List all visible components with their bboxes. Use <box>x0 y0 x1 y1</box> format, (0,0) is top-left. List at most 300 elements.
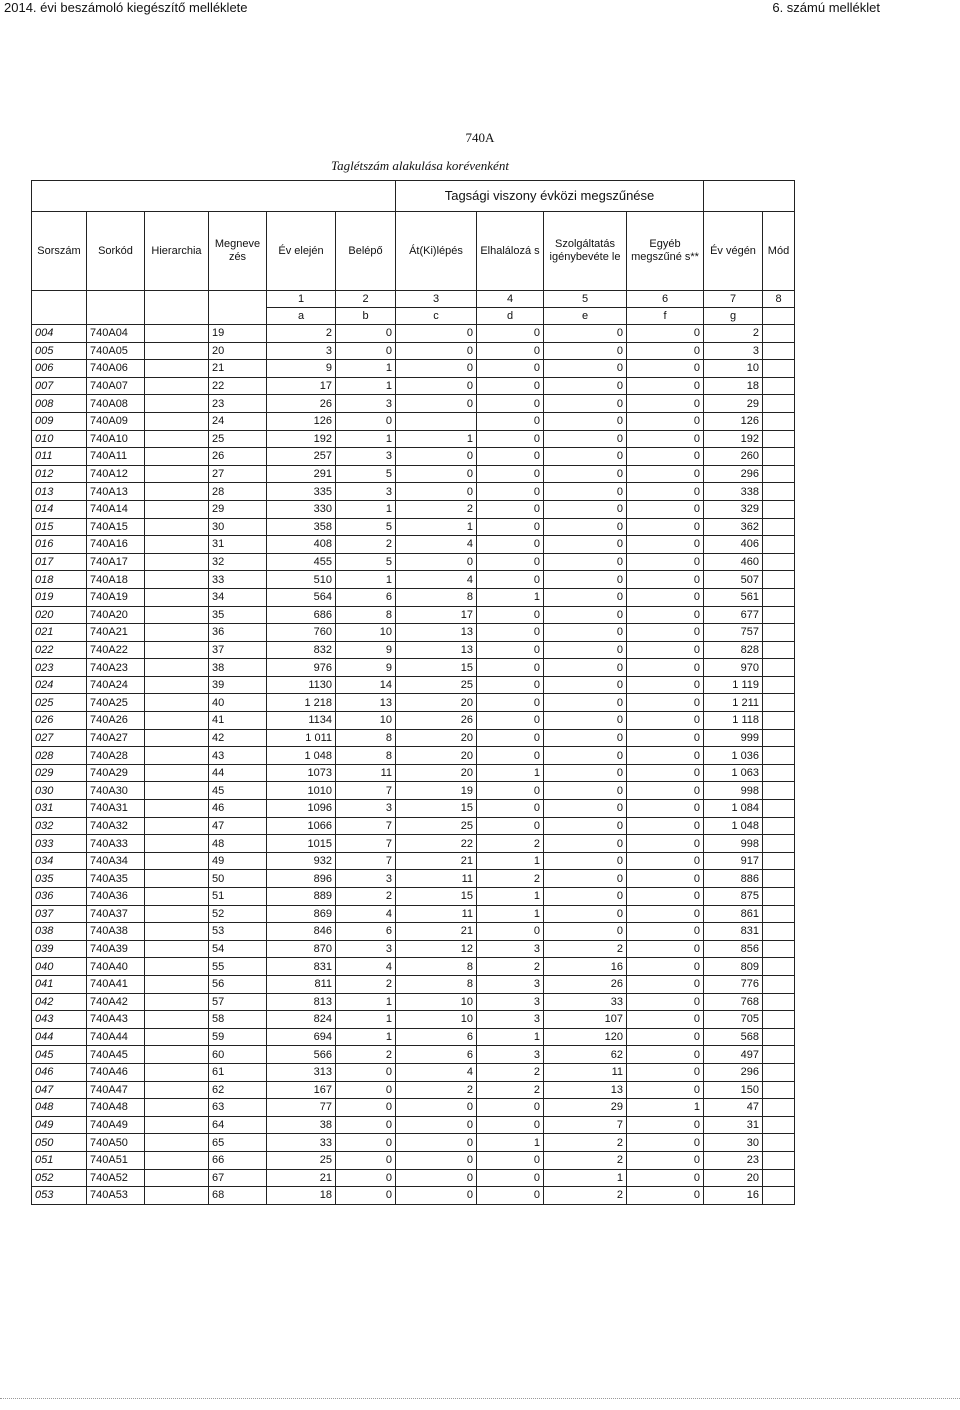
cell-atlepes: 15 <box>396 800 477 818</box>
cell-atlepes: 0 <box>396 465 477 483</box>
cell-elhalalozas: 0 <box>477 448 544 466</box>
table-row <box>32 694 795 712</box>
cell-mod <box>763 536 795 554</box>
cell-mod <box>763 1187 795 1205</box>
cell-ev-vegen: 1 211 <box>704 694 763 712</box>
cell-szolgaltatas: 16 <box>544 958 627 976</box>
table-row <box>32 800 795 818</box>
cell-hierarchia <box>145 553 209 571</box>
cell-belepo: 5 <box>336 465 396 483</box>
cell-szolgaltatas: 0 <box>544 641 627 659</box>
cell-szolgaltatas: 1 <box>544 1169 627 1187</box>
cell-megnevezes: 35 <box>209 606 267 624</box>
cell-szolgaltatas: 0 <box>544 342 627 360</box>
cell-atlepes: 0 <box>396 553 477 571</box>
cell-megnevezes: 19 <box>209 325 267 343</box>
cell-hierarchia <box>145 518 209 536</box>
cell-mod <box>763 360 795 378</box>
cell-ev-vegen: 1 036 <box>704 747 763 765</box>
table-row <box>32 958 795 976</box>
cell-ev-elejen: 33 <box>267 1134 336 1152</box>
cell-atlepes: 11 <box>396 870 477 888</box>
cell-hierarchia <box>145 1151 209 1169</box>
cell-belepo: 8 <box>336 606 396 624</box>
cell-belepo: 7 <box>336 782 396 800</box>
cell-atlepes: 17 <box>396 606 477 624</box>
cell-ev-vegen: 856 <box>704 940 763 958</box>
cell-sorszam: 025 <box>32 694 87 712</box>
blank-cell <box>209 308 267 325</box>
table-row <box>32 852 795 870</box>
cell-megnevezes: 43 <box>209 747 267 765</box>
cell-atlepes: 21 <box>396 923 477 941</box>
cell-ev-elejen: 1 218 <box>267 694 336 712</box>
cell-ev-elejen: 869 <box>267 905 336 923</box>
cell-hierarchia <box>145 888 209 906</box>
cell-mod <box>763 1116 795 1134</box>
cell-egyeb: 0 <box>627 747 704 765</box>
cell-mod <box>763 395 795 413</box>
cell-elhalalozas: 3 <box>477 1011 544 1029</box>
cell-hierarchia <box>145 395 209 413</box>
cell-szolgaltatas: 0 <box>544 395 627 413</box>
cell-mod <box>763 1046 795 1064</box>
cell-belepo: 10 <box>336 624 396 642</box>
cell-megnevezes: 20 <box>209 342 267 360</box>
cell-elhalalozas: 0 <box>477 1151 544 1169</box>
cell-atlepes: 8 <box>396 975 477 993</box>
cell-ev-elejen: 760 <box>267 624 336 642</box>
cell-elhalalozas: 0 <box>477 1187 544 1205</box>
cell-sorszam: 044 <box>32 1028 87 1046</box>
table-row <box>32 624 795 642</box>
table-body <box>32 325 795 1205</box>
cell-belepo: 8 <box>336 747 396 765</box>
cell-ev-elejen: 831 <box>267 958 336 976</box>
cell-sorszam: 024 <box>32 676 87 694</box>
cell-egyeb: 0 <box>627 342 704 360</box>
cell-hierarchia <box>145 1099 209 1117</box>
cell-ev-vegen: 768 <box>704 993 763 1011</box>
cell-hierarchia <box>145 835 209 853</box>
cell-hierarchia <box>145 870 209 888</box>
cell-ev-elejen: 455 <box>267 553 336 571</box>
cell-szolgaltatas: 13 <box>544 1081 627 1099</box>
table-row <box>32 1169 795 1187</box>
table-row <box>32 888 795 906</box>
cell-mod <box>763 782 795 800</box>
cell-ev-elejen: 566 <box>267 1046 336 1064</box>
cell-sorkod: 740A13 <box>87 483 145 501</box>
cell-atlepes: 22 <box>396 835 477 853</box>
cell-ev-vegen: 23 <box>704 1151 763 1169</box>
cell-sorkod: 740A29 <box>87 764 145 782</box>
cell-hierarchia <box>145 1169 209 1187</box>
cell-szolgaltatas: 26 <box>544 975 627 993</box>
cell-ev-vegen: 677 <box>704 606 763 624</box>
table-row <box>32 606 795 624</box>
cell-sorkod: 740A07 <box>87 377 145 395</box>
cell-szolgaltatas: 0 <box>544 905 627 923</box>
cell-megnevezes: 36 <box>209 624 267 642</box>
cell-ev-vegen: 507 <box>704 571 763 589</box>
cell-elhalalozas: 0 <box>477 712 544 730</box>
cell-hierarchia <box>145 764 209 782</box>
cell-belepo: 5 <box>336 518 396 536</box>
cell-ev-elejen: 870 <box>267 940 336 958</box>
column-header: Elhalálozá s <box>477 212 544 291</box>
cell-ev-vegen: 776 <box>704 975 763 993</box>
cell-ev-elejen: 2 <box>267 325 336 343</box>
cell-sorszam: 023 <box>32 659 87 677</box>
cell-belepo: 1 <box>336 993 396 1011</box>
cell-elhalalozas: 0 <box>477 747 544 765</box>
cell-ev-elejen: 932 <box>267 852 336 870</box>
cell-belepo: 1 <box>336 500 396 518</box>
cell-hierarchia <box>145 325 209 343</box>
cell-sorszam: 035 <box>32 870 87 888</box>
cell-atlepes: 25 <box>396 817 477 835</box>
cell-ev-elejen: 167 <box>267 1081 336 1099</box>
cell-egyeb: 0 <box>627 1011 704 1029</box>
column-header: Át(Ki)lépés <box>396 212 477 291</box>
cell-egyeb: 0 <box>627 536 704 554</box>
cell-ev-elejen: 26 <box>267 395 336 413</box>
cell-ev-vegen: 831 <box>704 923 763 941</box>
cell-egyeb: 0 <box>627 835 704 853</box>
cell-ev-elejen: 38 <box>267 1116 336 1134</box>
cell-egyeb: 0 <box>627 1169 704 1187</box>
cell-szolgaltatas: 0 <box>544 870 627 888</box>
cell-ev-elejen: 811 <box>267 975 336 993</box>
cell-egyeb: 0 <box>627 571 704 589</box>
cell-hierarchia <box>145 641 209 659</box>
cell-egyeb: 0 <box>627 430 704 448</box>
cell-elhalalozas: 0 <box>477 377 544 395</box>
cell-ev-vegen: 998 <box>704 835 763 853</box>
cell-ev-vegen: 828 <box>704 641 763 659</box>
cell-szolgaltatas: 0 <box>544 430 627 448</box>
cell-sorkod: 740A36 <box>87 888 145 906</box>
cell-elhalalozas: 1 <box>477 888 544 906</box>
cell-elhalalozas: 0 <box>477 606 544 624</box>
table-row <box>32 712 795 730</box>
cell-sorszam: 016 <box>32 536 87 554</box>
cell-megnevezes: 64 <box>209 1116 267 1134</box>
column-number: 7 <box>704 291 763 308</box>
cell-ev-vegen: 20 <box>704 1169 763 1187</box>
cell-mod <box>763 412 795 430</box>
cell-sorszam: 019 <box>32 588 87 606</box>
cell-sorszam: 032 <box>32 817 87 835</box>
cell-ev-vegen: 30 <box>704 1134 763 1152</box>
cell-mod <box>763 377 795 395</box>
cell-elhalalozas: 2 <box>477 870 544 888</box>
table-row <box>32 588 795 606</box>
footer-dotted-line <box>0 1398 960 1403</box>
cell-belepo: 1 <box>336 360 396 378</box>
cell-atlepes: 0 <box>396 395 477 413</box>
cell-sorkod: 740A31 <box>87 800 145 818</box>
cell-egyeb: 0 <box>627 325 704 343</box>
cell-sorkod: 740A21 <box>87 624 145 642</box>
cell-elhalalozas: 0 <box>477 641 544 659</box>
cell-hierarchia <box>145 659 209 677</box>
cell-szolgaltatas: 33 <box>544 993 627 1011</box>
cell-ev-vegen: 260 <box>704 448 763 466</box>
cell-sorkod: 740A40 <box>87 958 145 976</box>
cell-belepo: 2 <box>336 536 396 554</box>
cell-egyeb: 0 <box>627 694 704 712</box>
cell-sorkod: 740A30 <box>87 782 145 800</box>
blank-cell <box>209 291 267 308</box>
cell-sorszam: 012 <box>32 465 87 483</box>
cell-hierarchia <box>145 377 209 395</box>
cell-hierarchia <box>145 588 209 606</box>
cell-elhalalozas: 0 <box>477 624 544 642</box>
cell-sorkod: 740A50 <box>87 1134 145 1152</box>
cell-sorszam: 008 <box>32 395 87 413</box>
cell-mod <box>763 624 795 642</box>
cell-mod <box>763 606 795 624</box>
cell-elhalalozas: 0 <box>477 571 544 589</box>
cell-egyeb: 0 <box>627 993 704 1011</box>
cell-ev-vegen: 875 <box>704 888 763 906</box>
cell-belepo: 2 <box>336 1046 396 1064</box>
cell-belepo: 3 <box>336 940 396 958</box>
cell-sorkod: 740A08 <box>87 395 145 413</box>
cell-elhalalozas: 1 <box>477 1028 544 1046</box>
cell-belepo: 0 <box>336 1081 396 1099</box>
cell-szolgaltatas: 0 <box>544 800 627 818</box>
cell-szolgaltatas: 0 <box>544 588 627 606</box>
cell-hierarchia <box>145 817 209 835</box>
cell-belepo: 1 <box>336 571 396 589</box>
column-letter: g <box>704 308 763 325</box>
cell-megnevezes: 27 <box>209 465 267 483</box>
cell-ev-vegen: 1 048 <box>704 817 763 835</box>
cell-elhalalozas: 3 <box>477 1046 544 1064</box>
cell-belepo: 6 <box>336 923 396 941</box>
cell-ev-elejen: 257 <box>267 448 336 466</box>
cell-elhalalozas: 3 <box>477 975 544 993</box>
cell-belepo: 4 <box>336 905 396 923</box>
cell-szolgaltatas: 62 <box>544 1046 627 1064</box>
cell-sorkod: 740A11 <box>87 448 145 466</box>
cell-megnevezes: 21 <box>209 360 267 378</box>
cell-szolgaltatas: 0 <box>544 571 627 589</box>
cell-mod <box>763 1134 795 1152</box>
cell-sorkod: 740A17 <box>87 553 145 571</box>
cell-megnevezes: 34 <box>209 588 267 606</box>
cell-ev-elejen: 1134 <box>267 712 336 730</box>
cell-hierarchia <box>145 1081 209 1099</box>
cell-belepo: 6 <box>336 588 396 606</box>
cell-egyeb: 0 <box>627 729 704 747</box>
cell-hierarchia <box>145 1116 209 1134</box>
cell-ev-vegen: 126 <box>704 412 763 430</box>
cell-hierarchia <box>145 1028 209 1046</box>
blank-cell <box>32 308 87 325</box>
cell-elhalalozas: 3 <box>477 993 544 1011</box>
cell-megnevezes: 57 <box>209 993 267 1011</box>
blank-cell <box>87 308 145 325</box>
table-row <box>32 483 795 501</box>
cell-megnevezes: 48 <box>209 835 267 853</box>
cell-atlepes: 4 <box>396 1063 477 1081</box>
cell-szolgaltatas: 0 <box>544 764 627 782</box>
cell-hierarchia <box>145 360 209 378</box>
cell-ev-vegen: 29 <box>704 395 763 413</box>
cell-sorszam: 014 <box>32 500 87 518</box>
cell-megnevezes: 52 <box>209 905 267 923</box>
cell-mod <box>763 888 795 906</box>
cell-ev-vegen: 757 <box>704 624 763 642</box>
cell-belepo: 0 <box>336 1116 396 1134</box>
cell-szolgaltatas: 120 <box>544 1028 627 1046</box>
cell-megnevezes: 68 <box>209 1187 267 1205</box>
table-row <box>32 500 795 518</box>
column-letter-row <box>32 308 795 325</box>
cell-sorszam: 027 <box>32 729 87 747</box>
cell-egyeb: 0 <box>627 1063 704 1081</box>
cell-ev-vegen: 917 <box>704 852 763 870</box>
table-row <box>32 1081 795 1099</box>
cell-ev-elejen: 17 <box>267 377 336 395</box>
cell-sorkod: 740A18 <box>87 571 145 589</box>
cell-atlepes: 0 <box>396 1134 477 1152</box>
cell-sorszam: 028 <box>32 747 87 765</box>
cell-hierarchia <box>145 1063 209 1081</box>
cell-mod <box>763 553 795 571</box>
column-letter: b <box>336 308 396 325</box>
cell-szolgaltatas: 0 <box>544 624 627 642</box>
cell-sorszam: 036 <box>32 888 87 906</box>
cell-szolgaltatas: 0 <box>544 782 627 800</box>
cell-ev-elejen: 21 <box>267 1169 336 1187</box>
cell-atlepes: 6 <box>396 1028 477 1046</box>
cell-sorszam: 029 <box>32 764 87 782</box>
table-row <box>32 993 795 1011</box>
cell-sorszam: 006 <box>32 360 87 378</box>
cell-belepo: 1 <box>336 1028 396 1046</box>
membership-table <box>31 180 795 1205</box>
cell-elhalalozas: 3 <box>477 940 544 958</box>
cell-mod <box>763 694 795 712</box>
cell-elhalalozas: 0 <box>477 817 544 835</box>
cell-ev-elejen: 1130 <box>267 676 336 694</box>
cell-sorszam: 042 <box>32 993 87 1011</box>
cell-szolgaltatas: 29 <box>544 1099 627 1117</box>
cell-belepo: 0 <box>336 412 396 430</box>
cell-sorkod: 740A51 <box>87 1151 145 1169</box>
cell-mod <box>763 852 795 870</box>
table-row <box>32 676 795 694</box>
cell-ev-elejen: 9 <box>267 360 336 378</box>
column-header: Sorkód <box>87 212 145 291</box>
cell-ev-vegen: 16 <box>704 1187 763 1205</box>
table-row <box>32 975 795 993</box>
cell-belepo: 2 <box>336 975 396 993</box>
cell-elhalalozas: 0 <box>477 676 544 694</box>
cell-elhalalozas: 0 <box>477 800 544 818</box>
cell-mod <box>763 1011 795 1029</box>
cell-elhalalozas: 0 <box>477 483 544 501</box>
cell-atlepes: 26 <box>396 712 477 730</box>
cell-mod <box>763 905 795 923</box>
cell-atlepes: 4 <box>396 536 477 554</box>
cell-elhalalozas: 1 <box>477 852 544 870</box>
cell-sorkod: 740A12 <box>87 465 145 483</box>
cell-hierarchia <box>145 500 209 518</box>
cell-hierarchia <box>145 448 209 466</box>
cell-ev-vegen: 497 <box>704 1046 763 1064</box>
cell-mod <box>763 1081 795 1099</box>
cell-szolgaltatas: 2 <box>544 1187 627 1205</box>
cell-megnevezes: 42 <box>209 729 267 747</box>
cell-hierarchia <box>145 606 209 624</box>
cell-elhalalozas: 0 <box>477 536 544 554</box>
table-row <box>32 940 795 958</box>
cell-mod <box>763 676 795 694</box>
cell-hierarchia <box>145 958 209 976</box>
cell-belepo: 1 <box>336 1011 396 1029</box>
cell-sorkod: 740A24 <box>87 676 145 694</box>
cell-szolgaltatas: 0 <box>544 500 627 518</box>
cell-sorszam: 045 <box>32 1046 87 1064</box>
cell-egyeb: 0 <box>627 360 704 378</box>
cell-ev-elejen: 3 <box>267 342 336 360</box>
cell-elhalalozas: 0 <box>477 782 544 800</box>
cell-atlepes: 19 <box>396 782 477 800</box>
cell-szolgaltatas: 0 <box>544 483 627 501</box>
table-row <box>32 923 795 941</box>
cell-egyeb: 0 <box>627 940 704 958</box>
cell-szolgaltatas: 0 <box>544 518 627 536</box>
column-header: Sorszám <box>32 212 87 291</box>
cell-sorkod: 740A16 <box>87 536 145 554</box>
cell-szolgaltatas: 0 <box>544 835 627 853</box>
cell-ev-vegen: 460 <box>704 553 763 571</box>
cell-elhalalozas: 2 <box>477 1063 544 1081</box>
cell-mod <box>763 518 795 536</box>
cell-szolgaltatas: 0 <box>544 325 627 343</box>
cell-sorszam: 007 <box>32 377 87 395</box>
cell-szolgaltatas: 7 <box>544 1116 627 1134</box>
group-header: Tagsági viszony évközi megszűnése <box>396 181 704 212</box>
cell-megnevezes: 26 <box>209 448 267 466</box>
cell-ev-vegen: 886 <box>704 870 763 888</box>
cell-szolgaltatas: 0 <box>544 536 627 554</box>
cell-elhalalozas: 0 <box>477 1099 544 1117</box>
cell-ev-vegen: 406 <box>704 536 763 554</box>
cell-egyeb: 0 <box>627 448 704 466</box>
cell-ev-elejen: 126 <box>267 412 336 430</box>
cell-ev-vegen: 999 <box>704 729 763 747</box>
cell-atlepes: 0 <box>396 1116 477 1134</box>
cell-belepo: 3 <box>336 800 396 818</box>
cell-szolgaltatas: 0 <box>544 817 627 835</box>
table-row <box>32 747 795 765</box>
cell-mod <box>763 747 795 765</box>
cell-szolgaltatas: 107 <box>544 1011 627 1029</box>
cell-ev-vegen: 47 <box>704 1099 763 1117</box>
table-row <box>32 1011 795 1029</box>
cell-hierarchia <box>145 800 209 818</box>
cell-ev-elejen: 564 <box>267 588 336 606</box>
cell-atlepes: 20 <box>396 764 477 782</box>
cell-megnevezes: 55 <box>209 958 267 976</box>
